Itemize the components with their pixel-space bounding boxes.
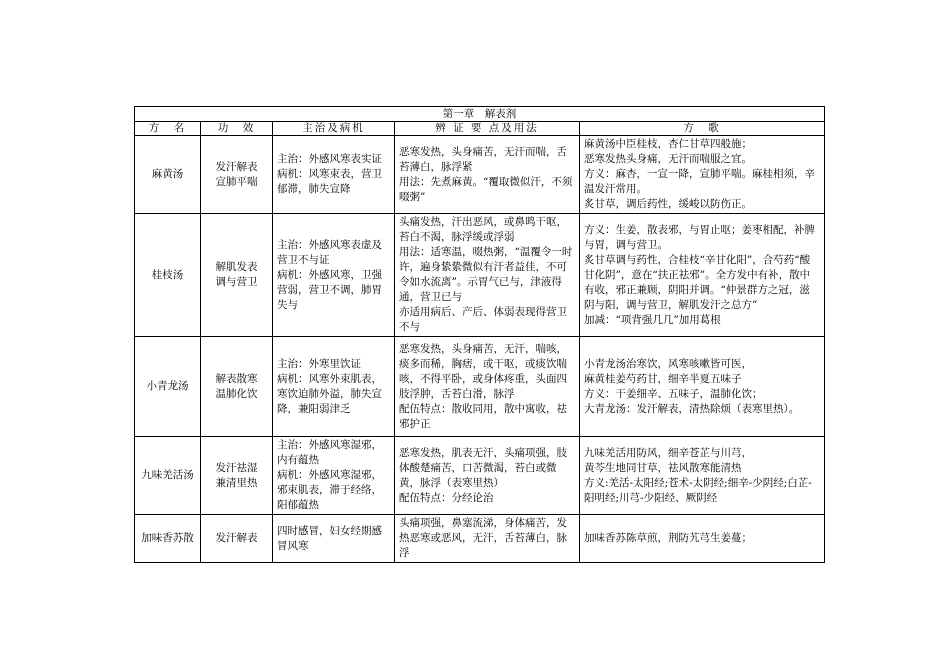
prescription-table [134,106,825,563]
row-name: 九味羌活汤 [135,437,201,515]
row-song: 加味香苏陈草煎，荆防艽芎生姜蔓； [580,515,825,563]
row-effect: 发汗祛湿 兼清里热 [201,437,273,515]
row-indication: 主治：外感风寒表实证 病机：风寒束表，营卫郁滞，肺失宣降 [273,136,395,214]
header-effect: 功 效 [201,122,273,136]
row-name: 桂枝汤 [135,214,201,337]
row-indication: 主治：外寒里饮证 病机：风寒外束肌表，寒饮迫肺外溢，肺失宣降，兼阳弱津乏 [273,337,395,437]
row-syndrome: 恶寒发热，头身痛苦，无汗，喘咳，痰多而稀，胸痞，或干呕，或痰饮喘咳，不得平卧，或身体疼重，头面四肢浮肿，舌苔白滑，脉浮 配伍特点：散收同用，散中寓收，祛邪护正 [395,337,580,437]
row-effect: 解表散寒 温肺化饮 [201,337,273,437]
row-song: 九味羌活用防风，细辛苍芷与川芎， 黄芩生地同甘草，祛风散寒能清热 方义:羌活-太阳经;苍术-太阴经;细辛-少阴经;白芷-阳明经;川芎-少阳经、厥阴经 [580,437,825,515]
table-row [135,437,825,515]
row-indication: 主治：外感风寒湿邪，内有蕴热 病机：外感风寒湿邪，邪束肌表，滞于经络，阳郁蕴热 [273,437,395,515]
row-syndrome: 恶寒发热，肌表无汗，头痛项强，肢体酸楚痛苦，口苦微渴，苔白或微黄，脉浮（表寒里热） 配伍特点：分经论治 [395,437,580,515]
row-name: 小青龙汤 [135,337,201,437]
table-row [135,136,825,214]
row-song: 小青龙汤治寒饮，风寒咳嗽皆可医， 麻黄桂姜芍药甘，细辛半夏五味子 方义：干姜细辛、五味子，温肺化饮； 大青龙汤：发汗解表，清热除烦（表寒里热）。 [580,337,825,437]
header-syndrome: 辨 证 要 点及用法 [395,122,580,136]
header-row [135,122,825,136]
header-indication: 主治及病机 [273,122,395,136]
table-row [135,337,825,437]
row-name: 麻黄汤 [135,136,201,214]
row-name: 加味香苏散 [135,515,201,563]
row-indication: 四时感冒，妇女经期感冒风寒 [273,515,395,563]
header-name: 方 名 [135,122,201,136]
table-row [135,214,825,337]
table-title: 第一章 解表剂 [135,107,825,122]
row-indication: 主治：外感风寒表虚及营卫不与证 病机：外感风寒，卫强营弱，营卫不调，肺胃失与 [273,214,395,337]
row-song: 麻黄汤中臣桂枝，杏仁甘草四般施； 恶寒发热头身痛，无汗而喘服之宜。 方义：麻杏，一宣一降，宣肺平喘。麻桂相须，辛温发汗常用。 炙甘草，调后药性，缓峻以防伤正。 [580,136,825,214]
row-song: 方义：生姜，散表邪，与胃止呕；姜枣相配，补脾与胃，调与营卫。 炙甘草调与药性，合桂枝“辛甘化阳”，合芍药“酸甘化阴”，意在“扶正祛邪”。全方发中有补，散中有收，邪正兼顾，阴阳并调。“仲景群方之冠，滋阴与阳，调与营卫，解肌发汗之总方” 加减：“项背强几几”加用葛根 [580,214,825,337]
row-effect: 解肌发表 调与营卫 [201,214,273,337]
table-row [135,515,825,563]
row-effect: 发汗解表 宣肺平喘 [201,136,273,214]
row-syndrome: 头痛项强，鼻塞流涕，身体痛苦，发热恶寒或恶风，无汗，舌苔薄白，脉浮 [395,515,580,563]
row-syndrome: 头痛发热，汗出恶风，或鼻鸣干呕，苔白不渴，脉浮缓或浮弱 用法：适寒温，啜热粥，“温覆令一时许，遍身絷絷微似有汗者益佳，不可令如水流离”。示胃气已与，津液得通，营卫已与 亦适用病后、产后、体弱表现得营卫不与 [395,214,580,337]
row-syndrome: 恶寒发热，头身痛苦，无汗而喘，舌苔薄白，脉浮紧 用法：先煮麻黄。“覆取微似汗，不须啜粥” [395,136,580,214]
header-song: 方 歌 [580,122,825,136]
row-effect: 发汗解表 [201,515,273,563]
